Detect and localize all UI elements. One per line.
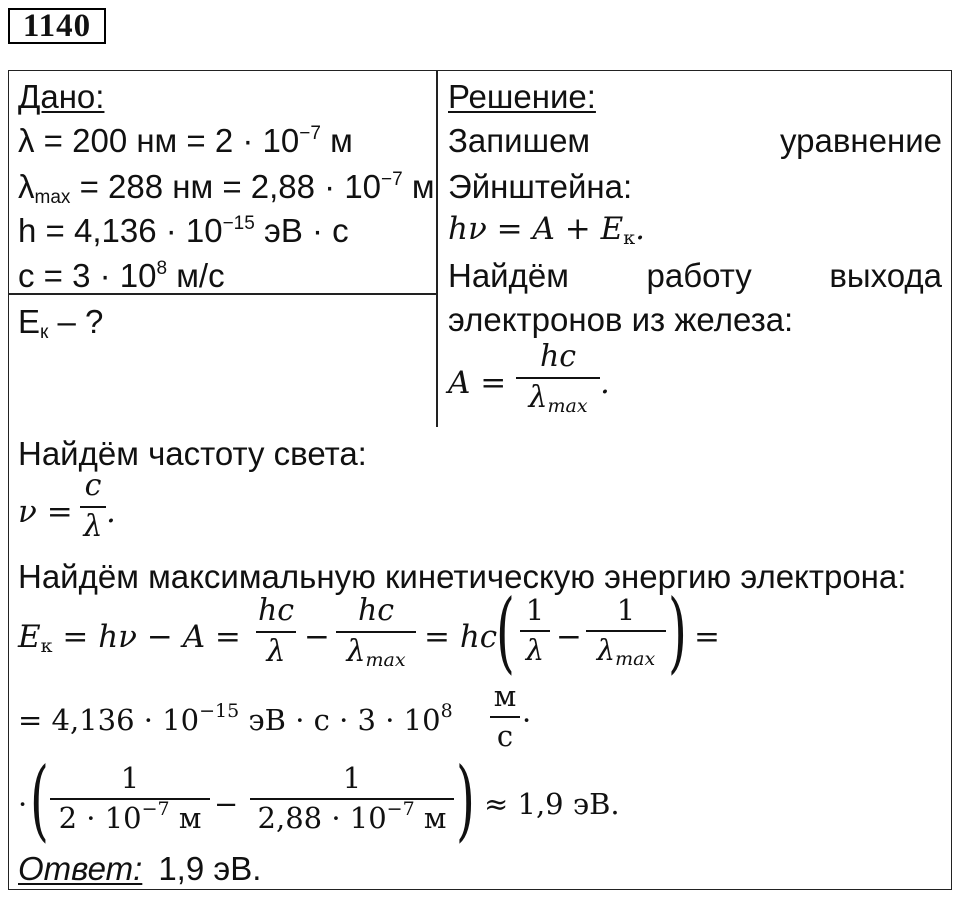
ek-fraction-hc-lambda: hc λ <box>257 593 295 669</box>
ek-fraction-one-lambda: 1 λ <box>520 596 550 665</box>
problem-number: 1140 <box>8 8 106 44</box>
final-result: ≈ 1,9 эВ. <box>484 787 620 821</box>
work-function-end: . <box>600 365 610 401</box>
solution-line-3: Найдём работу выхода <box>448 257 942 294</box>
einstein-equation: $h\nu = A + E_к$. <box>448 211 645 249</box>
substitution-line: = $4,136 \cdot 10^{-15}$ эВ · $с \cdot 3 \cdot 10^8$ <box>18 700 453 737</box>
ek-lhs: $E_к = h\nu - A$ = <box>18 619 241 657</box>
work-function-fraction: hc $\lambda_{max}$ <box>516 342 600 413</box>
ek-open-paren: ( <box>496 580 515 683</box>
final-dot: · <box>18 787 28 821</box>
ek-equals-end: = <box>694 619 720 655</box>
ek-minus-2: − <box>556 619 582 655</box>
frequency-lhs: ν = <box>18 494 73 530</box>
frequency-text: Найдём частоту света: <box>18 435 367 472</box>
solution-line-4: электронов из железа: <box>448 301 794 338</box>
final-minus: − <box>214 787 239 821</box>
answer-line: Ответ: 1,9 эВ. <box>18 850 262 887</box>
final-close-paren: ) <box>456 748 475 851</box>
solution-line-1: Запишем уравнение <box>448 122 942 159</box>
given-heading: Дано: <box>18 78 105 115</box>
ek-equals-hc: = hc <box>424 619 498 655</box>
ek-fraction-one-lambda-max: 1 $\lambda_{max}$ <box>586 596 666 665</box>
find-quantity: $Е_к$ – ? <box>18 303 104 343</box>
frequency-end: . <box>106 494 116 530</box>
frequency-fraction: c λ <box>80 471 106 542</box>
given-wavelength: λ = 200 нм = $2 \cdot 10^{-7}$ м <box>18 122 353 159</box>
given-planck: $h = 4,136 \cdot 10^{-15}$ эВ · с <box>18 212 349 249</box>
given-light-speed: $с = 3 \cdot 10^8$ м/с <box>18 257 225 294</box>
unit-fraction: м с <box>490 682 520 751</box>
final-fraction-1: 1 $2 \cdot 10^{-7}$ м <box>50 764 210 833</box>
given-red-limit: $\lambda_{max} = 288$ нм = $2,88 \cdot 10^{-7}$ м <box>18 168 435 208</box>
column-divider <box>436 70 438 427</box>
substitution-dot: · <box>522 703 532 737</box>
solution-line-2: Эйнштейна: <box>448 168 633 205</box>
final-open-paren: ( <box>30 748 49 851</box>
ek-minus-1: − <box>304 619 330 655</box>
final-fraction-2: 1 $2,88 \cdot 10^{-7}$ м <box>250 764 454 833</box>
ek-fraction-hc-lambda-max: hc $\lambda_{max}$ <box>336 596 416 667</box>
ek-close-paren: ) <box>668 580 687 683</box>
work-function-lhs: A = <box>448 365 507 401</box>
kinetic-energy-text: Найдём максимальную кинетическую энергию электрона: <box>18 558 907 595</box>
solution-heading: Решение: <box>448 78 596 115</box>
